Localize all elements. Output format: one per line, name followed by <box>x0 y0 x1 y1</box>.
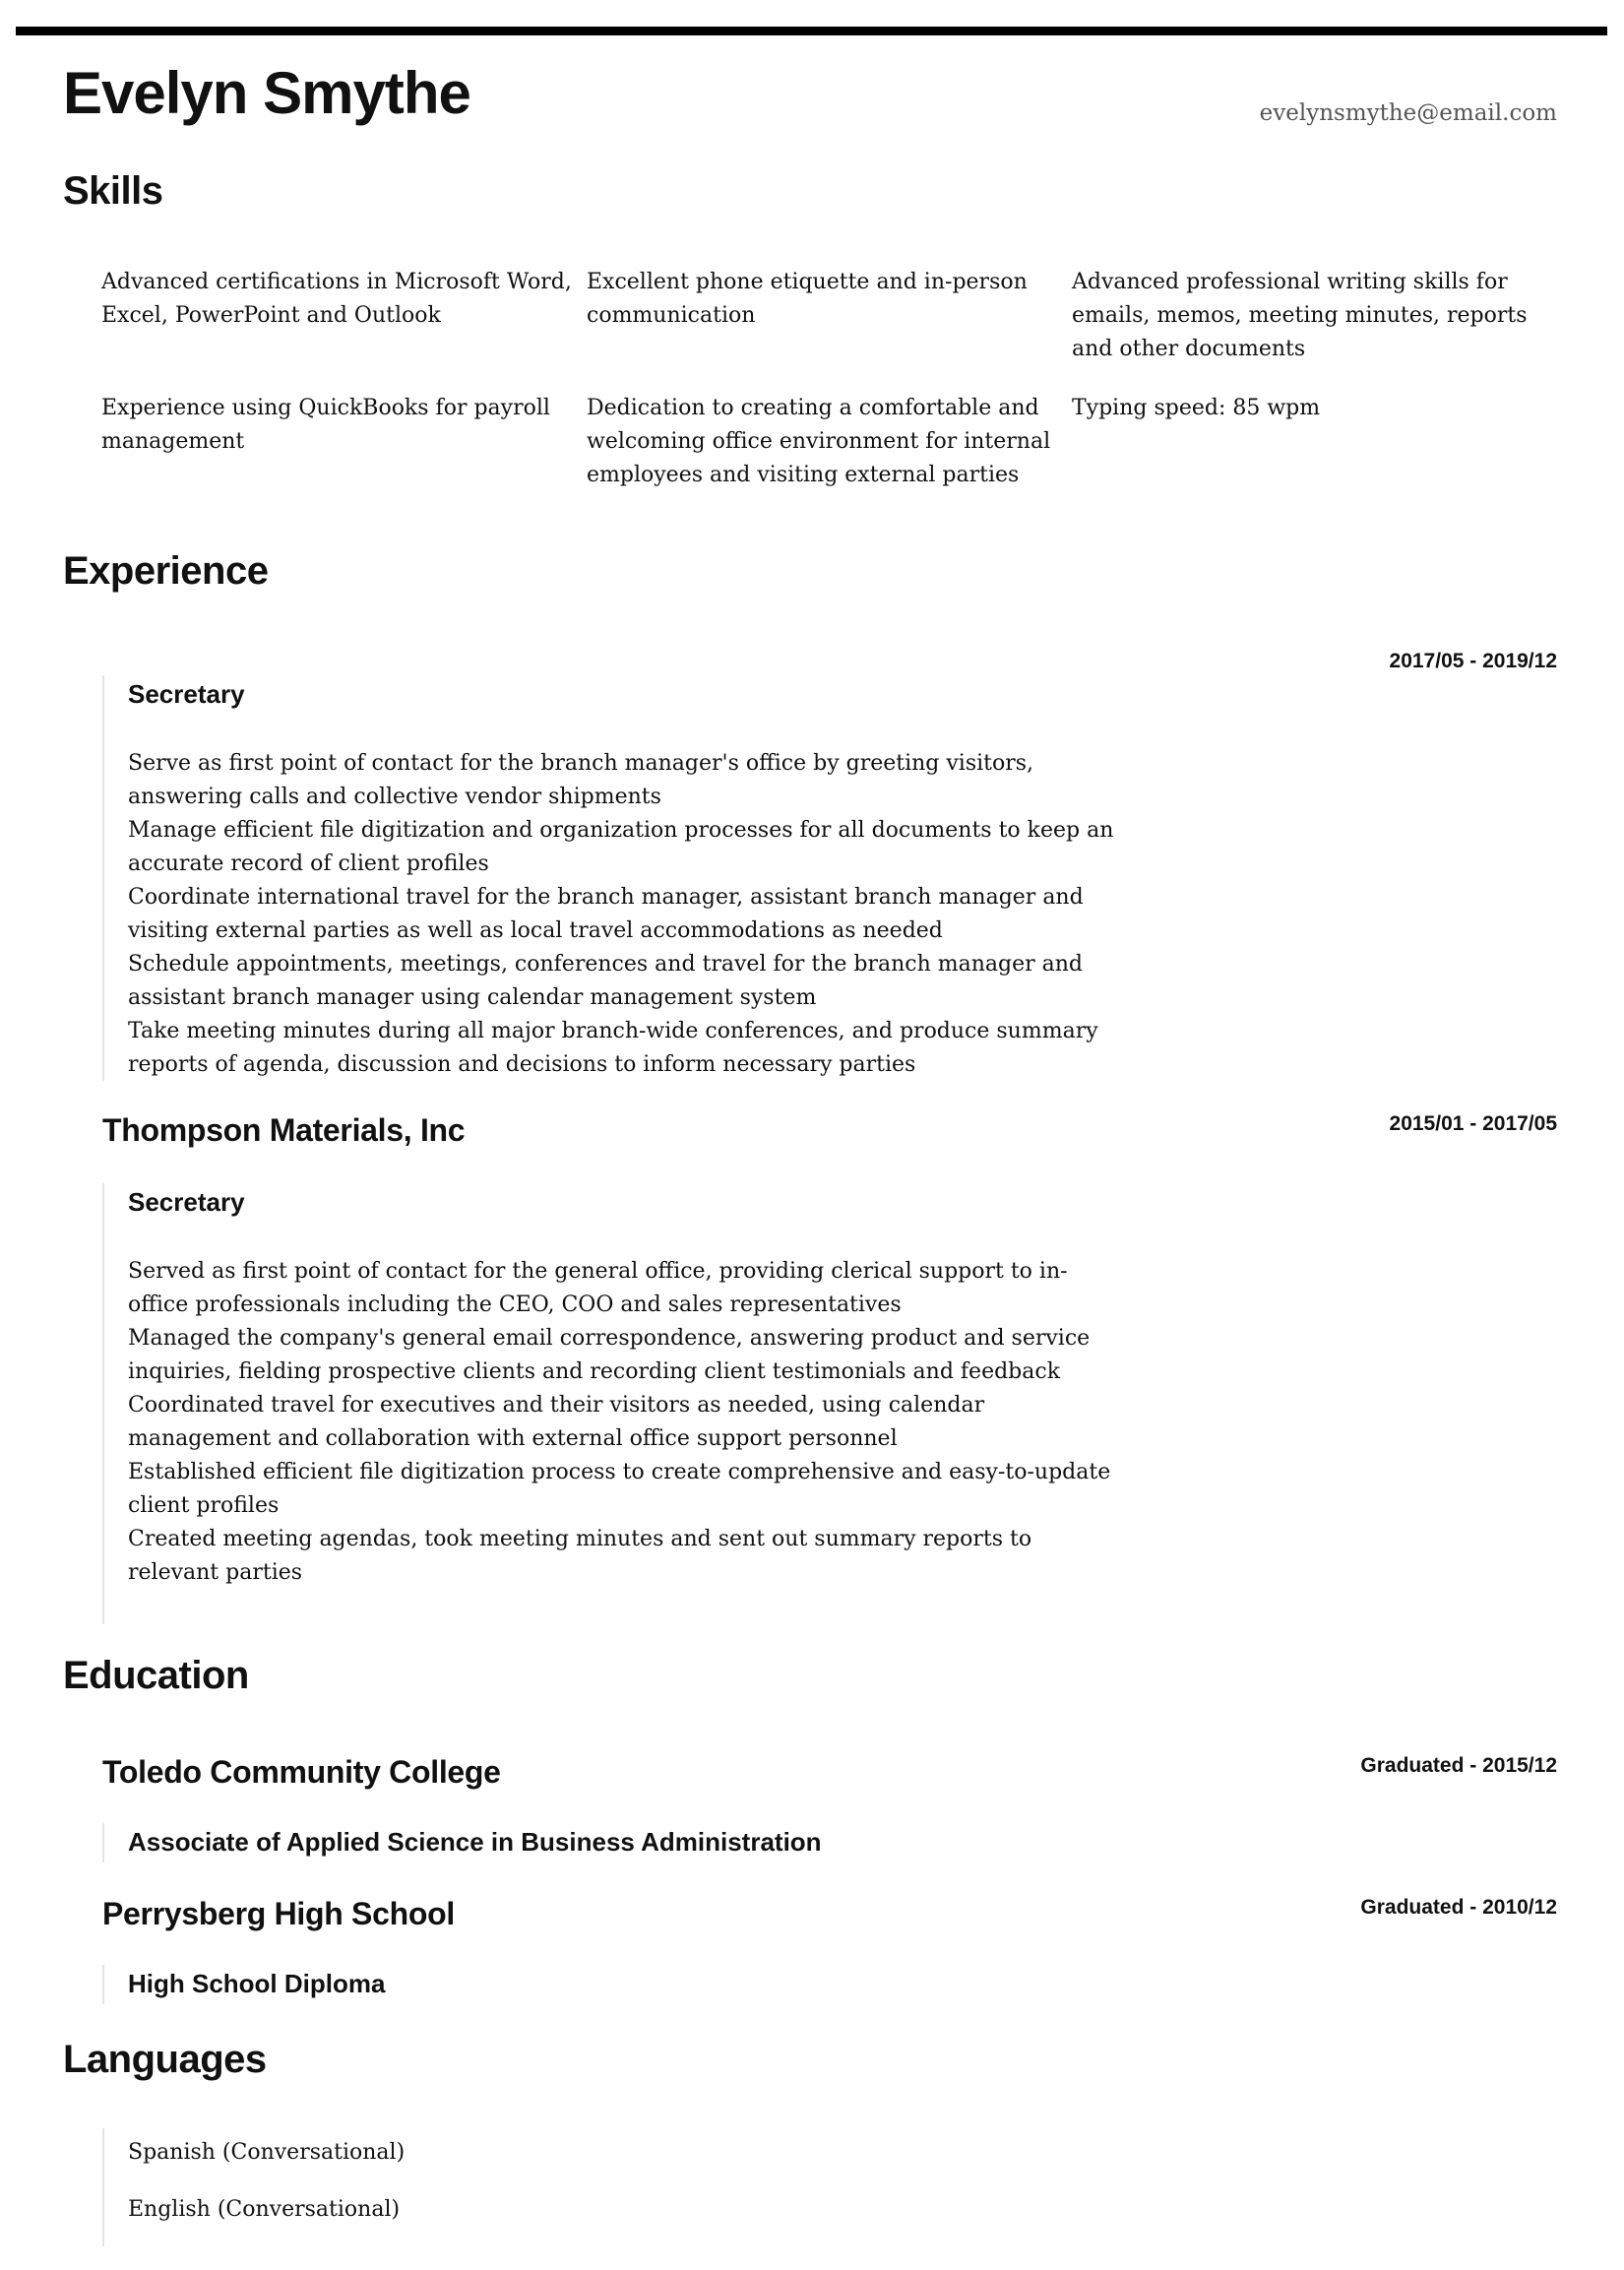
school-name: Toledo Community College <box>102 1754 501 1790</box>
bullet-item: Coordinate international travel for the branch manager, assistant branch manager and visiting external parties as well as local travel accommodations as needed <box>128 885 1084 943</box>
bullet-item: Managed the company's general email correspondence, answering product and service inquiries, fielding prospective clients and recording client testimonials and feedback <box>128 1326 1091 1384</box>
job-dates: 2017/05 - 2019/12 <box>1389 650 1557 672</box>
bullet-item: Serve as first point of contact for the branch manager's office by greeting visitors, answering calls and collective vendor shipments <box>128 751 1034 809</box>
email-link[interactable]: evelynsmythe@email.com <box>1259 100 1557 126</box>
bullet-item: Manage efficient file digitization and organization processes for all documents to keep an accurate record of client profiles <box>128 818 1114 876</box>
skill-item: Dedication to creating a comfortable and welcoming office environment for internal employees and visiting external parties <box>587 396 1051 487</box>
language-item: English (Conversational) <box>128 2197 401 2222</box>
bullet-item: Coordinated travel for executives and their visitors as needed, using calendar management and collaboration with external office support personnel <box>128 1393 985 1451</box>
job-role: Secretary <box>128 1187 245 1217</box>
bullet-item: Served as first point of contact for the general office, providing clerical support to in-office professionals including the CEO, COO and sales representatives <box>128 1259 1068 1317</box>
education-entry <box>102 1823 822 1862</box>
degree: Associate of Applied Science in Business Administration <box>128 1827 822 1857</box>
language-item: Spanish (Conversational) <box>128 2140 406 2165</box>
graduation-date: Graduated - 2010/12 <box>1360 1896 1557 1919</box>
top-rule <box>16 27 1607 35</box>
skill-item: Excellent phone etiquette and in-person communication <box>587 270 1028 328</box>
degree: High School Diploma <box>128 1969 386 1998</box>
job-entry <box>102 1183 1122 1624</box>
languages-list <box>102 2128 405 2246</box>
graduation-date: Graduated - 2015/12 <box>1360 1754 1557 1777</box>
skills-heading: Skills <box>63 169 163 213</box>
languages-heading: Languages <box>63 2038 267 2081</box>
school-name: Perrysberg High School <box>102 1896 455 1931</box>
bullet-item: Created meeting agendas, took meeting minutes and sent out summary reports to relevant parties <box>128 1527 1032 1585</box>
job-role: Secretary <box>128 679 245 709</box>
job-entry <box>102 675 1122 1081</box>
skills-grid <box>101 266 1558 492</box>
candidate-name: Evelyn Smythe <box>63 60 470 126</box>
experience-heading: Experience <box>63 549 269 593</box>
skill-item: Experience using QuickBooks for payroll management <box>101 396 550 454</box>
job-dates: 2015/01 - 2017/05 <box>1389 1112 1557 1135</box>
bullet-item: Established efficient file digitization process to create comprehensive and easy-to-update client profiles <box>128 1460 1111 1518</box>
skill-item: Typing speed: 85 wpm <box>1072 396 1321 420</box>
skill-item: Advanced certifications in Microsoft Word, Excel, PowerPoint and Outlook <box>101 270 572 328</box>
education-entry <box>102 1965 385 2004</box>
skill-item: Advanced professional writing skills for emails, memos, meeting minutes, reports and other documents <box>1072 270 1528 361</box>
job-bullets <box>128 747 1122 1082</box>
bullet-item: Schedule appointments, meetings, conferences and travel for the branch manager and assistant branch manager using calendar management system <box>128 952 1083 1010</box>
company-name: Thompson Materials, Inc <box>102 1112 466 1148</box>
education-heading: Education <box>63 1654 249 1697</box>
job-bullets <box>128 1255 1122 1590</box>
bullet-item: Take meeting minutes during all major branch-wide conferences, and produce summary reports of agenda, discussion and decisions to inform necessary parties <box>128 1019 1098 1077</box>
